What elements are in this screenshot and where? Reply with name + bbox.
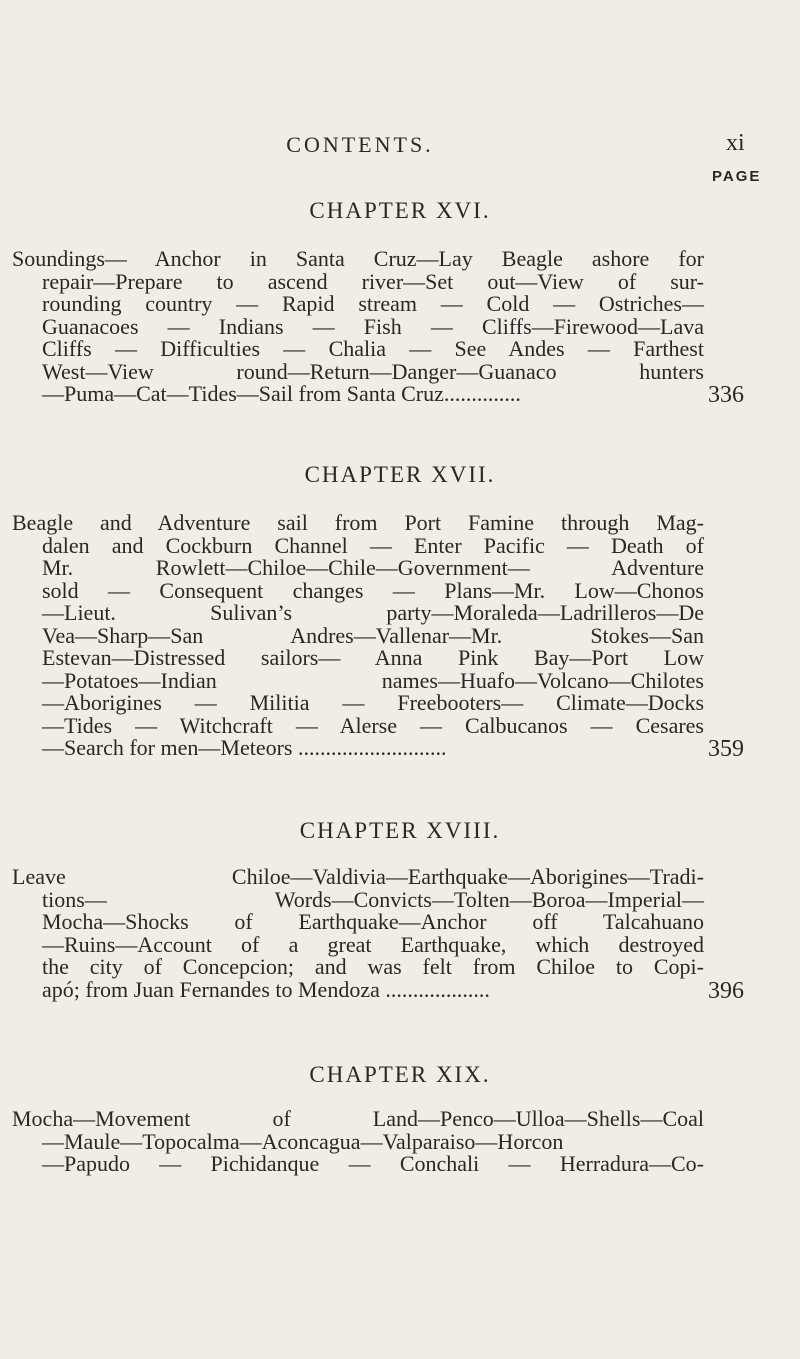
- page-number: xi: [726, 130, 745, 156]
- summary-line: —Ruins—Account of a great Earthquake, which destroyed: [42, 931, 704, 957]
- summary-line: Soundings— Anchor in Santa Cruz—Lay Beagle ashore for: [12, 246, 704, 271]
- summary-line: Leave Chiloe—Valdivia—Earthquake—Aborigines—Tradi-: [12, 864, 704, 889]
- chapter-summary: [12, 248, 704, 406]
- summary-line: tions— Words—Convicts—Tolten—Boroa—Imperial—: [42, 886, 704, 912]
- chapter-heading: CHAPTER XVIII.: [299, 818, 501, 843]
- chapter-summary: [12, 866, 704, 1001]
- summary-line: Estevan—Distressed sailors— Anna Pink Bay—Port Low: [42, 645, 704, 670]
- summary-line: —Lieut. Sulivan’s party—Moraleda—Ladrilleros—De: [42, 600, 704, 625]
- chapter-page-ref: 396: [708, 978, 744, 1004]
- summary-line: Cliffs — Difficulties — Chalia — See Andes — Farthest: [42, 336, 704, 361]
- chapter-heading: CHAPTER XVI.: [309, 198, 491, 223]
- summary-line: West—View round—Return—Danger—Guanaco hunters: [42, 358, 704, 384]
- running-title: CONTENTS.: [286, 132, 434, 157]
- summary-line: —Tides — Witchcraft — Alerse — Calbucanos — Cesares: [42, 712, 704, 738]
- summary-line: —Papudo — Pichidanque — Conchali — Herradura—Co-: [42, 1151, 704, 1176]
- summary-line: Mr. Rowlett—Chiloe—Chile—Government— Adventure: [42, 555, 704, 580]
- summary-line: the city of Concepcion; and was felt from Chiloe to Copi-: [42, 954, 704, 979]
- summary-line: rounding country — Rapid stream — Cold — Ostriches—: [42, 291, 704, 316]
- summary-line: —Potatoes—Indian names—Huafo—Volcano—Chilotes: [42, 667, 704, 693]
- chapter-heading: CHAPTER XVII.: [304, 462, 496, 487]
- chapter-page-ref: 359: [708, 736, 744, 762]
- summary-line: repair—Prepare to ascend river—Set out—View of sur-: [42, 268, 704, 294]
- summary-line: sold — Consequent changes — Plans—Mr. Low—Chonos: [42, 577, 704, 603]
- chapter-heading: CHAPTER XIX.: [309, 1062, 491, 1087]
- summary-line: —Aborigines — Militia — Freebooters— Climate—Docks: [42, 690, 704, 715]
- chapter-summary: [12, 1108, 704, 1176]
- summary-line: Mocha—Movement of Land—Penco—Ulloa—Shells—Coal: [12, 1106, 704, 1131]
- summary-line: apó; from Juan Fernandes to Mendoza ...................: [42, 976, 490, 1002]
- summary-line: dalen and Cockburn Channel — Enter Pacific — Death of: [42, 532, 704, 558]
- summary-line: —Search for men—Meteors ...........................: [42, 735, 447, 760]
- summary-line: Guanacoes — Indians — Fish — Cliffs—Firewood—Lava: [42, 313, 704, 339]
- chapter-summary: [12, 512, 704, 760]
- summary-line: —Maule—Topocalma—Aconcagua—Valparaiso—Horcon: [42, 1128, 564, 1154]
- summary-line: Mocha—Shocks of Earthquake—Anchor off Talcahuano: [42, 909, 704, 934]
- chapter-page-ref: 336: [708, 382, 744, 408]
- summary-line: —Puma—Cat—Tides—Sail from Santa Cruz..............: [42, 381, 521, 406]
- summary-line: Beagle and Adventure sail from Port Famine through Mag-: [12, 510, 704, 535]
- summary-line: Vea—Sharp—San Andres—Vallenar—Mr. Stokes—San: [42, 622, 704, 648]
- page-column-label: PAGE: [712, 168, 762, 185]
